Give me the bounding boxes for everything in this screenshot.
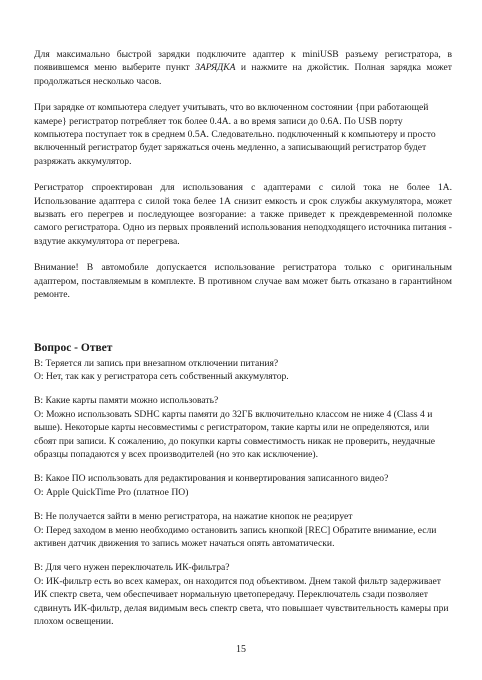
faq-question: В: Не получается зайти в меню регистратора, на нажатие кнопок не реа;ирует <box>34 511 353 523</box>
faq-item-video-software <box>34 472 452 499</box>
page-content <box>34 48 452 639</box>
adapter-paragraph: Регистратор спроектирован для использования с адаптерами с силой тока не более 1А. Использование адаптера с силой тока белее 1А снизит емкость и срок службы аккумулятора, может вызвать его перегрев и последующее возгорание: а также приведет к преждевременной поломке самого регистратора. Одно из первых проявлений использования неподходящего источника питания - вздутие аккумулятора от перегрева. <box>34 182 452 247</box>
faq-answer: О: Нет, так как у регистратора сеть собственный аккумулятор. <box>34 370 289 382</box>
faq-item-ir-filter <box>34 561 452 628</box>
faq-question: В: Какие карты памяти можно использовать? <box>34 395 219 407</box>
charging-text-start: Для максимально быстрой зарядки подключите адаптер к miniUSB разъему регистратора, в появившемся меню выберите пункт <box>34 49 452 74</box>
usb-charging-paragraph: При зарядке от компьютера следует учитывать, что во включенном состоянии {при работающей камере} регистратор потребляет ток более 0.4А. а во время записи до 0.6А. По USB порту компьютера поступает ток в среднем 0.5А. Следовательно. подключенный к компьютеру и просто включенный регистратор будет заряжаться очень медленно, а записывающий регистратор будет разряжать аккумулятор. <box>34 102 436 167</box>
faq-item-memory-cards <box>34 394 452 461</box>
section-spacer <box>34 315 452 341</box>
charging-text-end: и нажмите на джойстик. Полная зарядка может продолжаться несколько часов. <box>34 62 452 87</box>
faq-title: Вопрос - Ответ <box>34 341 113 354</box>
faq-item-menu-access <box>34 510 452 550</box>
page-number: 15 <box>236 644 246 655</box>
faq-question: В: Какое ПО использовать для редактирования и конвертирования записанного видео? <box>34 473 389 485</box>
faq-answer: О: Apple QuickTime Pro (платное ПО) <box>34 486 189 498</box>
faq-item-power-loss <box>34 357 452 384</box>
faq-question: В: Теряется ли запись при внезапном отключении питания? <box>34 357 279 369</box>
charging-paragraph <box>34 48 452 88</box>
faq-question: В: Для чего нужен переключатель ИК-фильтра? <box>34 562 230 574</box>
warning-paragraph: Внимание! В автомобиле допускается использование регистратора только с оригинальным адаптером, поставляемым в комплекте. В противном случае вам может быть отказано в гарантийном ремонте. <box>34 262 452 301</box>
charging-menu-item: ЗАРЯДКА <box>195 62 236 74</box>
faq-answer: О: Можно использовать SDHC карты памяти до 32ГБ включительно классом не ниже 4 (Class 4 и выше). Некоторые карты несовместимы с регистратором, такие карты или не определяются, или сбоят при записи. К сожалению, до покупки карты совместимость никак не проверить, неудачные образцы попадаются у всех производителей (но это как исключение). <box>34 408 436 460</box>
faq-answer: О: Перед заходом в меню необходимо остановить запись кнопкой [REC] Обратите внимание, если активен датчик движения то запись может начаться опять автоматически. <box>34 524 437 549</box>
faq-answer: О: ИК-фильтр есть во всех камерах, он находится под объективом. Днем такой фильтр задерживает ИК спектр света, чем обеспечивает нормальную цветопередачу. Переключатель сзади позволяет сдвинуть ИК-фильтр, делая видимым весь спектр света, что повышает чувствительность камеры при плохом освещении. <box>34 575 449 627</box>
